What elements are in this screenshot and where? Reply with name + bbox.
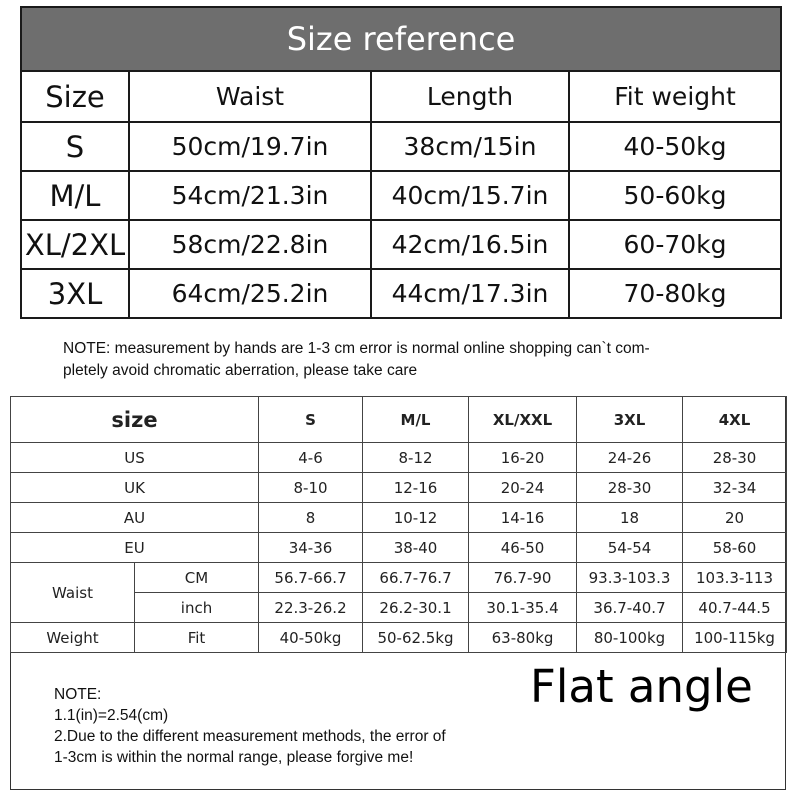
table-cell: 24-26 (577, 443, 683, 473)
table-row (11, 563, 787, 593)
international-size-chart (10, 396, 787, 653)
header-waist: Waist (129, 71, 371, 122)
size-cell: S (21, 122, 129, 171)
fit-weight-cell: 50-60kg (569, 171, 781, 220)
header-3xl: 3XL (577, 397, 683, 443)
table-row (11, 533, 787, 563)
row-label-us: US (11, 443, 259, 473)
table-cell: 10-12 (363, 503, 469, 533)
table-cell: 20-24 (469, 473, 577, 503)
table-cell: 8-10 (259, 473, 363, 503)
table-cell: 40.7-44.5 (683, 593, 787, 623)
table-cell: 34-36 (259, 533, 363, 563)
size-reference-title: Size reference (21, 7, 781, 71)
header-4xl: 4XL (683, 397, 787, 443)
fit-weight-cell: 60-70kg (569, 220, 781, 269)
table-cell: 36.7-40.7 (577, 593, 683, 623)
table-cell: 58-60 (683, 533, 787, 563)
waist-cell: 64cm/25.2in (129, 269, 371, 318)
table-row (21, 171, 781, 220)
table-cell: 103.3-113 (683, 563, 787, 593)
table-row (11, 443, 787, 473)
header-length: Length (371, 71, 569, 122)
note-line: pletely avoid chromatic aberration, please take care (63, 362, 418, 379)
table-row (21, 122, 781, 171)
row-label-weight: Weight (11, 623, 135, 653)
size-cell: 3XL (21, 269, 129, 318)
table-cell: 4-6 (259, 443, 363, 473)
table-cell: 28-30 (683, 443, 787, 473)
fit-weight-cell: 40-50kg (569, 122, 781, 171)
table-cell: 28-30 (577, 473, 683, 503)
header-size: Size (21, 71, 129, 122)
table-cell: 32-34 (683, 473, 787, 503)
table-cell: 18 (577, 503, 683, 533)
table-cell: 14-16 (469, 503, 577, 533)
row-label-uk: UK (11, 473, 259, 503)
waist-cell: 50cm/19.7in (129, 122, 371, 171)
unit-label-fit: Fit (135, 623, 259, 653)
measurement-note (63, 338, 763, 382)
note-title: NOTE: (54, 686, 102, 703)
table-cell: 56.7-66.7 (259, 563, 363, 593)
size-reference-table (20, 6, 782, 319)
waist-cell: 54cm/21.3in (129, 171, 371, 220)
size-cell: XL/2XL (21, 220, 129, 269)
note-line: 1.1(in)=2.54(cm) (54, 707, 169, 724)
waist-cell: 58cm/22.8in (129, 220, 371, 269)
fit-weight-cell: 70-80kg (569, 269, 781, 318)
table-cell: 76.7-90 (469, 563, 577, 593)
row-label-waist: Waist (11, 563, 135, 623)
chart-header-row (11, 397, 787, 443)
header-fit-weight: Fit weight (569, 71, 781, 122)
table-cell: 80-100kg (577, 623, 683, 653)
table-cell: 66.7-76.7 (363, 563, 469, 593)
table-cell: 30.1-35.4 (469, 593, 577, 623)
table-row (11, 503, 787, 533)
table-cell: 93.3-103.3 (577, 563, 683, 593)
note-line: 1-3cm is within the normal range, please forgive me! (54, 749, 414, 766)
note-line: NOTE: measurement by hands are 1-3 cm error is normal online shopping can`t com- (63, 340, 650, 357)
table-cell: 40-50kg (259, 623, 363, 653)
row-label-eu: EU (11, 533, 259, 563)
row-label-au: AU (11, 503, 259, 533)
table-cell: 12-16 (363, 473, 469, 503)
unit-label-cm: CM (135, 563, 259, 593)
table-cell: 20 (683, 503, 787, 533)
table-cell: 100-115kg (683, 623, 787, 653)
table-cell: 46-50 (469, 533, 577, 563)
flat-angle-label: Flat angle (530, 660, 753, 713)
table-cell: 26.2-30.1 (363, 593, 469, 623)
conversion-note (54, 684, 534, 768)
header-s: S (259, 397, 363, 443)
header-size: size (11, 397, 259, 443)
table-cell: 50-62.5kg (363, 623, 469, 653)
table-cell: 63-80kg (469, 623, 577, 653)
table-cell: 16-20 (469, 443, 577, 473)
length-cell: 42cm/16.5in (371, 220, 569, 269)
header-xlxxl: XL/XXL (469, 397, 577, 443)
table-row (21, 269, 781, 318)
header-ml: M/L (363, 397, 469, 443)
table-row (21, 220, 781, 269)
table-row (11, 473, 787, 503)
length-cell: 44cm/17.3in (371, 269, 569, 318)
size-cell: M/L (21, 171, 129, 220)
table-cell: 38-40 (363, 533, 469, 563)
table-cell: 54-54 (577, 533, 683, 563)
note-line: 2.Due to the different measurement methods, the error of (54, 728, 446, 745)
table-cell: 8 (259, 503, 363, 533)
table-cell: 8-12 (363, 443, 469, 473)
unit-label-inch: inch (135, 593, 259, 623)
table-cell: 22.3-26.2 (259, 593, 363, 623)
table-row (11, 623, 787, 653)
length-cell: 40cm/15.7in (371, 171, 569, 220)
length-cell: 38cm/15in (371, 122, 569, 171)
